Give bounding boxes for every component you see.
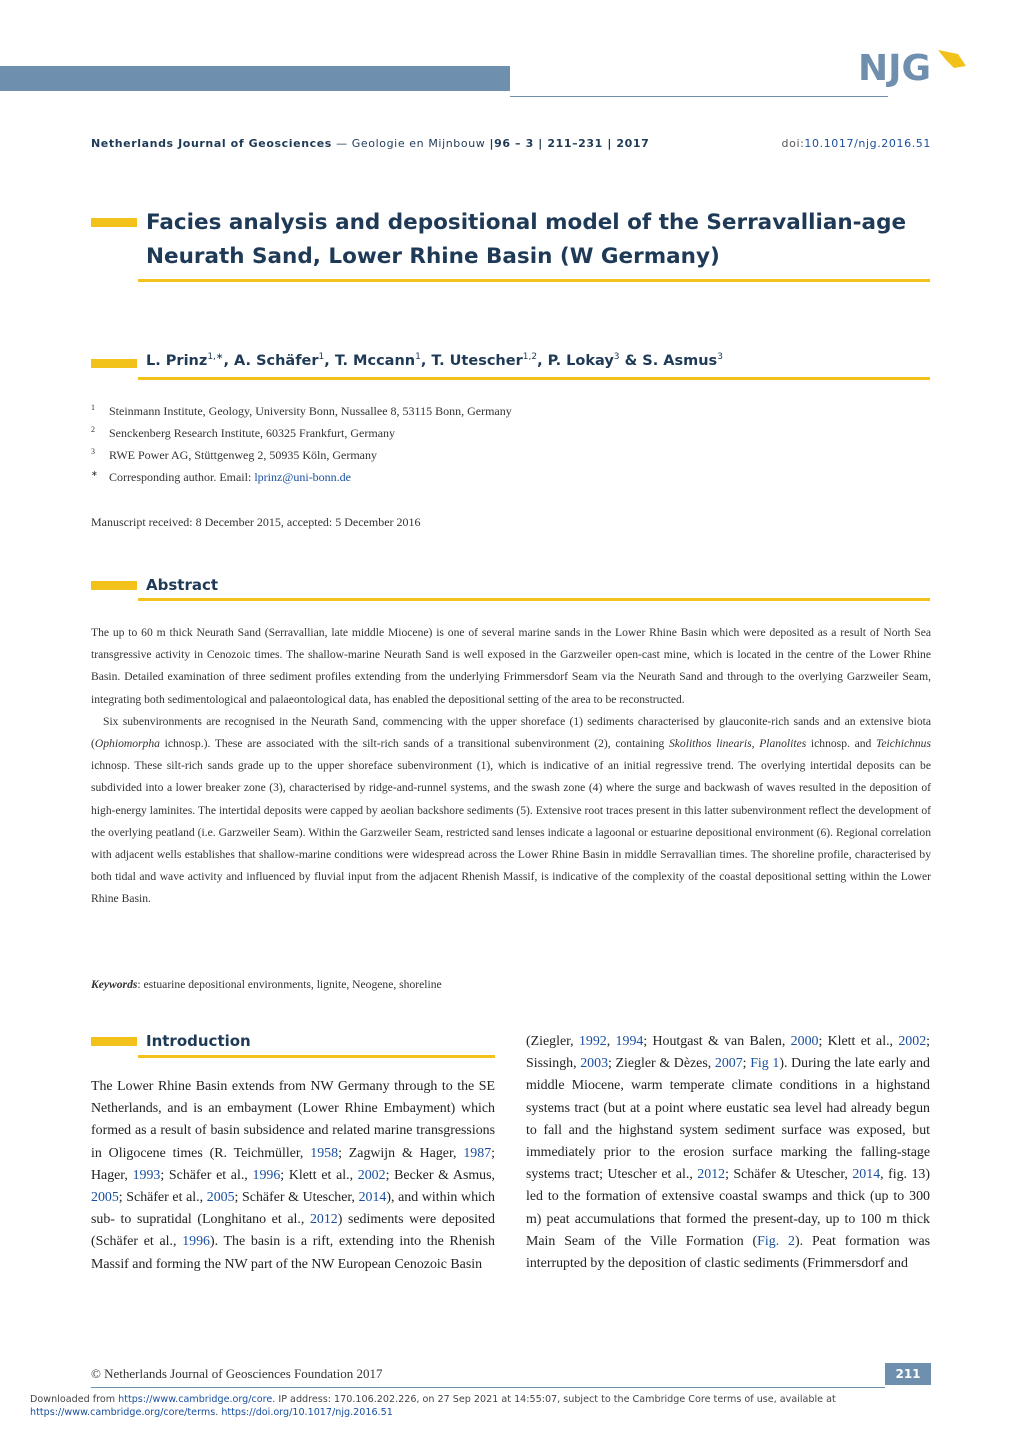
author-name: P. Lokay [547, 352, 614, 369]
journal-alt-name: Geologie en Mijnbouw [351, 137, 486, 150]
abstract-body [91, 622, 931, 911]
separator-dash: — [336, 137, 348, 150]
affil-text: Corresponding author. Email: [109, 470, 255, 484]
affiliation-3 [91, 447, 377, 463]
introduction-underline [138, 1055, 495, 1058]
download-text: Downloaded from [30, 1394, 119, 1405]
abstract-heading: Abstract [146, 576, 219, 594]
abstract-text: ichnosp. and [806, 737, 877, 751]
taxon-name: Teichichnus [876, 737, 931, 751]
affil-num: 1 [91, 403, 95, 412]
abstract-text: Six subenvironments are recognised in the Neurath Sand, commencing with the upper shoreface (1) sediments characterised by glauconite-rich sands and an extensive biota ( [91, 714, 931, 751]
author-name: T. Mccann [334, 352, 416, 369]
citation-link[interactable]: 1992 [578, 1034, 607, 1049]
title-marker [91, 218, 137, 227]
introduction-heading: Introduction [146, 1032, 251, 1050]
abstract-paragraph-1: The up to 60 m thick Neurath Sand (Serravallian, late middle Miocene) is one of several marine sands in the Lower Rhine Basin which were deposited as a result of North Sea transgressive activity in Cenozoic times. The shallow-marine Neurath Sand is well exposed in the Garzweiler open-cast mine, which is located in the centre of the Lower Rhine Basin. Detailed examination of three sediment profiles extending from the underlying Frimmersdorf Seam via the Neurath Sand and through to the overlying Garzweiler Seam, integrating both sedimentological and palaeontological data, has enabled the depositional setting of the area to be reconstructed. [91, 626, 931, 706]
doi[interactable] [782, 137, 931, 150]
abstract-underline [138, 598, 930, 601]
affil-text: RWE Power AG, Stüttgenweg 2, 50935 Köln, Germany [109, 448, 377, 462]
citation-link[interactable]: 2002 [898, 1034, 927, 1049]
author-list [146, 352, 723, 369]
author-sep: , [324, 352, 335, 369]
footer-rule [91, 1387, 885, 1388]
authors-underline [138, 377, 930, 380]
doi-link[interactable]: 10.1017/njg.2016.51 [804, 137, 931, 150]
author-name: T. Utescher [431, 352, 523, 369]
affiliation-2 [91, 425, 395, 441]
svg-text:NJG: NJG [858, 48, 932, 89]
author-affil: 1,∗ [207, 352, 224, 362]
introduction-left-column: The Lower Rhine Basin extends from NW Germany through to the SE Netherlands, and is an embayment (Lower Rhine Embayment) which formed as a result of basin subsidence and related marine transgressions in Oligocene times (R. Teichmüller, 1958; Zagwijn & Hager, 1987; Hager, 1993; Schäfer et al., 1996; Klett et al., 2002; Becker & Asmus, 2005; Schäfer et al., 2005; Schäfer & Utescher, 2014), and within which sub- to supratidal (Longhitano et al., 2012) sediments were deposited (Schäfer et al., 1996). The basin is a rift, extending into the Rhenish Massif and forming the NW part of the NW European Cenozoic Basin [91, 1079, 496, 1272]
citation-link[interactable]: 2005 [206, 1190, 235, 1206]
copyright-notice: © Netherlands Journal of Geosciences Foundation 2017 [91, 1366, 383, 1381]
citation-link[interactable]: 1987 [463, 1145, 492, 1161]
affil-num: 2 [91, 425, 95, 434]
abstract-marker [91, 581, 137, 590]
download-text: . [215, 1407, 222, 1418]
abstract-text: ichnosp.). These are associated with the silt-rich sands of a transitional subenvironment (2), containing [159, 737, 669, 751]
author-name: S. Asmus [642, 352, 718, 369]
author-affil: 3 [717, 352, 723, 362]
journal-citation-line [91, 137, 931, 150]
citation-link[interactable]: 2000 [790, 1034, 819, 1049]
authors-marker [91, 359, 137, 368]
journal-logo [858, 40, 968, 90]
citation-link[interactable]: 2007 [714, 1056, 743, 1072]
abstract-text: ichnosp. These silt-rich sands grade up to the upper shoreface subenvironment (1), which is indicative of an initial regressive trend. The overlying intertidal deposits can be subdivided into a lower breaker zone (3), characterised by ridge-and-runnel systems, and the swash zone (4) where the surge and backwash of waves resulted in the deposition of high-energy laminites. The intertidal deposits were capped by aeolian backshore sediments (5). Extensive root traces present in this latter subenvironment reflect the development of the overlying peatland (i.e. Garzweiler Seam). Within the Garzweiler Seam, restricted sand lenses indicate a lagoonal or estuarine depositional environment (6). Regional correlation with adjacent wells establishes that shallow-marine conditions were widespread across the Lower Rhine Basin in middle Serravallian times. The shoreline profile, characterised by both tidal and wave activity and influenced by fluvial input from the adjacent Rhenish Massif, is indicative of the complexity of the coastal depositional setting within the Lower Rhine Basin. [91, 759, 931, 906]
citation-link[interactable]: 1994 [615, 1034, 644, 1049]
introduction-right-column: (Ziegler, 1992, 1994; Houtgast & van Balen, 2000; Klett et al., 2002; Sissingh, 2003; Ziegler & Dèzes, 2007; Fig 1). During the late early and middle Miocene, warm temperate climate conditions in a highstand systems tract (but at a point where eustatic sea level had already begun to fall and the highstand system sediment surface was exposed, but immediately prior to the erosion surface marking the falling-stage systems tract; Utescher et al., 2012; Schäfer & Utescher, 2014, fig. 13) led to the formation of extensive coastal swamps and thick (up to 300 m) peat accumulations that formed the present-day, up to 100 m thick Main Seam of the Ville Formation (Fig. 2). Peat formation was interrupted by the deposition of clastic sediments (Frimmersdorf and [526, 1034, 931, 1272]
author-name: L. Prinz [146, 352, 208, 369]
affil-num: 3 [91, 447, 95, 456]
cambridge-core-link[interactable]: https://www.cambridge.org/core [118, 1394, 273, 1405]
affil-text: Steinmann Institute, Geology, University Bonn, Nussallee 8, 53115 Bonn, Germany [109, 404, 512, 418]
citation-link[interactable]: 1996 [182, 1234, 210, 1250]
issue-info: |96 – 3 | 211–231 | 2017 [489, 137, 650, 150]
keywords [91, 978, 442, 991]
introduction-marker [91, 1037, 137, 1046]
author-sep: , [537, 352, 548, 369]
author-sep: , [223, 352, 235, 369]
figure-link[interactable]: Fig. 2 [757, 1233, 795, 1249]
download-notice [30, 1393, 930, 1419]
author-affil: 1 [415, 352, 421, 362]
article-title [146, 206, 936, 274]
doi-url-link[interactable]: https://doi.org/10.1017/njg.2016.51 [221, 1407, 393, 1418]
figure-link[interactable]: Fig 1 [750, 1056, 780, 1072]
author-affil: 3 [613, 352, 620, 362]
title-underline [138, 279, 930, 282]
citation-link[interactable]: 1996 [252, 1167, 281, 1183]
affil-text: Senckenberg Research Institute, 60325 Frankfurt, Germany [109, 426, 396, 440]
citation-link[interactable]: 2012 [697, 1167, 726, 1183]
page-number: 211 [885, 1363, 931, 1385]
doi-label: doi: [781, 137, 805, 150]
author-sep: & [619, 352, 643, 369]
author-sep: , [420, 352, 432, 369]
taxon-name: Skolithos linearis, Planolites [668, 737, 807, 751]
keywords-text: : estuarine depositional environments, lignite, Neogene, shoreline [137, 978, 442, 991]
title-line-2: Neurath Sand, Lower Rhine Basin (W Germany) [146, 244, 720, 269]
author-affil: 1 [318, 352, 325, 362]
citation-link[interactable]: 2003 [580, 1056, 609, 1072]
email-link[interactable]: lprinz@uni-bonn.de [254, 470, 352, 484]
taxon-name: Ophiomorpha [94, 737, 160, 751]
affiliation-1 [91, 403, 512, 419]
citation-link[interactable]: 2014 [852, 1167, 881, 1183]
header-rule [510, 96, 888, 97]
citation-link[interactable]: 2002 [357, 1167, 386, 1183]
citation-link[interactable]: 2012 [309, 1212, 338, 1228]
citation-link[interactable]: 2005 [91, 1190, 119, 1206]
citation-link[interactable]: 1958 [310, 1145, 339, 1161]
download-text: . IP address: 170.106.202.226, on 27 Sep 2021 at 14:55:07, subject to the Cambridge Core terms of use, available at [272, 1394, 836, 1405]
author-affil: 1,2 [522, 352, 538, 362]
manuscript-dates: Manuscript received: 8 December 2015, accepted: 5 December 2016 [91, 515, 421, 529]
title-line-1: Facies analysis and depositional model of the Serravallian-age [146, 210, 907, 235]
author-name: A. Schäfer [234, 352, 319, 369]
journal-name: Netherlands Journal of Geosciences [91, 137, 332, 150]
citation-link[interactable]: 1993 [132, 1167, 161, 1183]
corresponding-author [91, 469, 351, 485]
citation-link[interactable]: 2014 [358, 1190, 387, 1206]
abstract-paragraph-2 [91, 711, 931, 911]
affil-num: ∗ [91, 469, 98, 478]
terms-link[interactable]: https://www.cambridge.org/core/terms [30, 1407, 216, 1418]
keywords-label: Keywords [91, 978, 138, 991]
header-color-bar [0, 66, 510, 91]
